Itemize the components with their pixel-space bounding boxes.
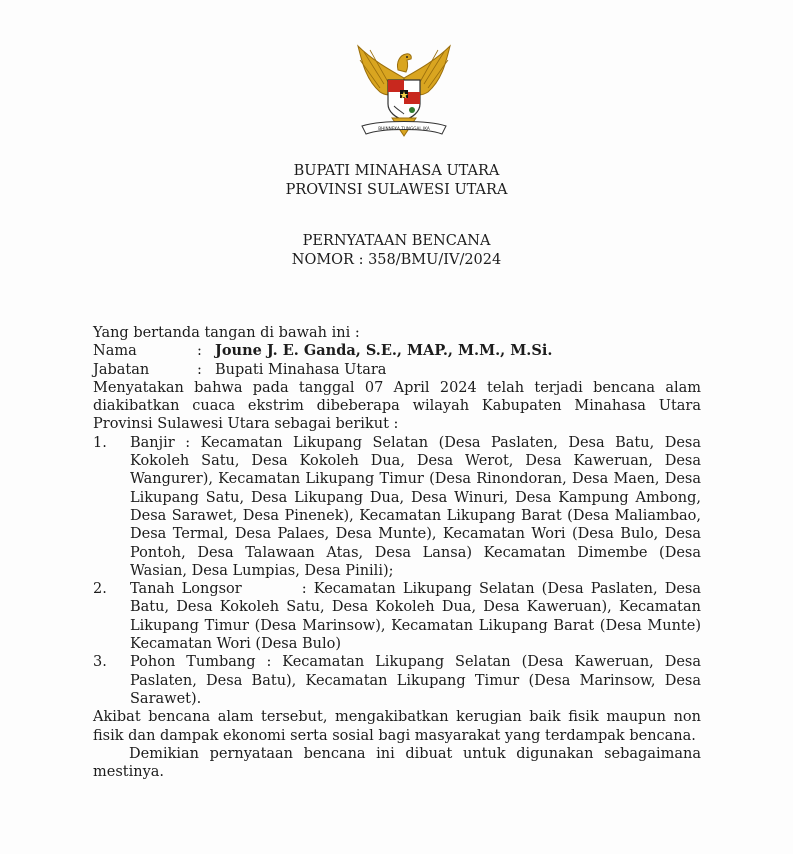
consequence-paragraph: Akibat bencana alam tersebut, mengakibatkan kerugian baik fisik maupun non fisik dan dampak ekonomi serta sosial bagi masyarakat yang terdampak bencana.	[93, 709, 701, 744]
statement-paragraph: Menyatakan bahwa pada tanggal 07 April 2024 telah terjadi bencana alam diakibatkan cuaca ekstrim dibeberapa wilayah Kabupaten Minahasa Utara Provinsi Sulawesi Utara sebagai berikut :	[93, 379, 701, 433]
intro-text: Yang bertanda tangan di bawah ini :	[93, 325, 360, 341]
position-colon: :	[197, 361, 202, 378]
name-value: Joune J. E. Ganda, S.E., MAP., M.M., M.Si.	[215, 342, 553, 360]
position-row	[93, 361, 701, 379]
svg-text:BHINNEKA TUNGGAL IKA: BHINNEKA TUNGGAL IKA	[378, 126, 430, 131]
list-text: : Kecamatan Likupang Selatan (Desa Paslaten, Desa Batu, Desa Kokoleh Satu, Desa Kokoleh Dua, Desa Kaweruan), Kecamatan Likupang Timur (Desa Marinsow), Kecamatan Likupang Barat (Desa Munte) Kecamatan Wori (Desa Bulo)	[130, 581, 702, 653]
position-label: Jabatan	[93, 361, 150, 378]
list-text: Banjir : Kecamatan Likupang Selatan (Desa Paslaten, Desa Batu, Desa Kokoleh Satu, Desa Kokoleh Dua, Desa Werot, Desa Kaweruan, Desa Wangurer), Kecamatan Likupang Timur (Desa Rinondoran, Desa Maen, Desa Likupang Satu, Desa Likupang Dua, Desa Winuri, Desa Kampung Ambong, Desa Sarawet, Desa Pinenek), Kecamatan Likupang Barat (Desa Maliambao, Desa Termal, Desa Palaes, Desa Munte), Kecamatan Wori (Desa Bulo, Desa Pontoh, Desa Talawaan Atas, Desa Lansa) Kecamatan Dimembe (Desa Wasian, Desa Lumpias, Desa Pinili);	[130, 434, 701, 579]
list-lead: Tanah Longsor	[130, 581, 242, 598]
list-item	[93, 580, 701, 653]
garuda-emblem-icon	[350, 40, 458, 144]
document-body	[93, 324, 701, 781]
name-row	[93, 342, 701, 360]
list-number: 2.	[93, 581, 107, 598]
position-value: Bupati Minahasa Utara	[215, 361, 387, 378]
list-item	[93, 653, 701, 708]
document-number: NOMOR : 358/BMU/IV/2024	[291, 252, 502, 268]
issuer-title: BUPATI MINAHASA UTARA	[293, 163, 500, 179]
document-title-block	[0, 232, 793, 270]
name-label: Nama	[93, 343, 137, 360]
document-title: PERNYATAAN BENCANA	[302, 233, 491, 249]
list-text-wrapper	[130, 580, 701, 653]
list-text: Pohon Tumbang : Kecamatan Likupang Selatan (Desa Kaweruan, Desa Paslaten, Desa Batu), Kecamatan Likupang Timur (Desa Marinsow, Desa Sarawet).	[130, 654, 701, 707]
name-colon: :	[197, 343, 202, 360]
list-number: 3.	[93, 654, 107, 671]
list-number: 1.	[93, 434, 107, 451]
issuer-header	[0, 162, 793, 200]
list-item	[93, 434, 701, 580]
closing-paragraph: Demikian pernyataan bencana ini dibuat untuk digunakan sebagaimana mestinya.	[93, 745, 701, 781]
issuer-province: PROVINSI SULAWESI UTARA	[285, 182, 508, 198]
